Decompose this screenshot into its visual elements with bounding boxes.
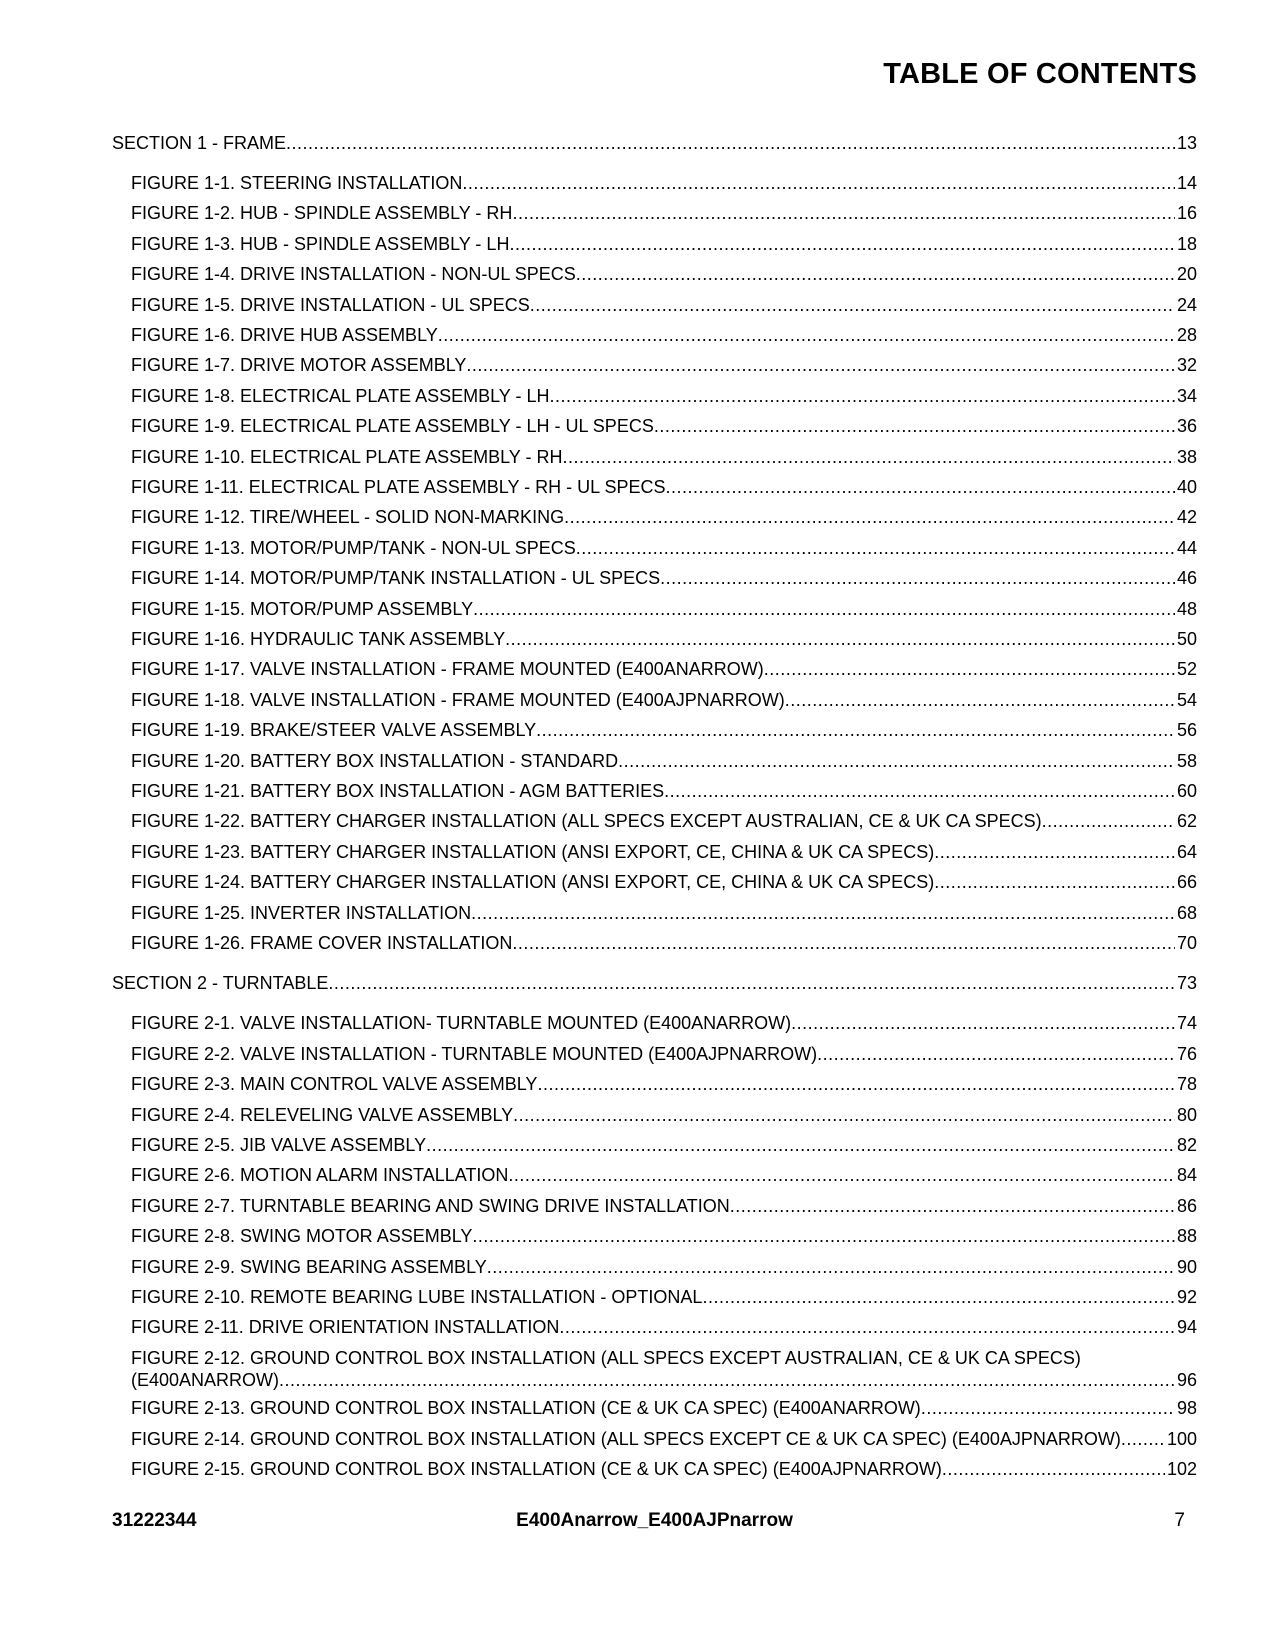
dot-leader (487, 1256, 1175, 1278)
dot-leader (660, 567, 1175, 589)
toc-figure-label: FIGURE 1-9. ELECTRICAL PLATE ASSEMBLY - LH - UL SPECS (131, 416, 654, 437)
toc-figure-page: 40 (1176, 477, 1197, 497)
toc-figure-label: FIGURE 2-11. DRIVE ORIENTATION INSTALLATION (131, 1317, 560, 1338)
toc-figure[interactable] (112, 385, 1197, 407)
toc-figure-label: FIGURE 1-21. BATTERY BOX INSTALLATION - AGM BATTERIES (131, 781, 665, 801)
toc-figure-page: 102 (1166, 1459, 1197, 1480)
toc-figure-label: FIGURE 1-25. INVERTER INSTALLATION (131, 902, 472, 923)
toc-figure-label: FIGURE 2-10. REMOTE BEARING LUBE INSTALLATION - OPTIONAL (131, 1287, 703, 1307)
dot-leader (549, 385, 1175, 407)
toc-figure-label: FIGURE 1-10. ELECTRICAL PLATE ASSEMBLY - RH (131, 446, 563, 467)
toc-figure-page: 54 (1176, 689, 1197, 710)
toc-figure-label-continued: (E400ANARROW) (131, 1369, 280, 1390)
toc-figure-label: FIGURE 2-1. VALVE INSTALLATION- TURNTABLE MOUNTED (E400ANARROW) (131, 1013, 792, 1034)
toc-figure-label: FIGURE 1-5. DRIVE INSTALLATION - UL SPECS (131, 294, 530, 315)
dot-leader (1121, 1428, 1165, 1450)
toc-figure-page: 78 (1176, 1074, 1197, 1095)
toc-section-label: SECTION 2 - TURNTABLE (112, 973, 329, 994)
dot-leader (785, 689, 1175, 711)
toc-figure-label: FIGURE 1-18. VALVE INSTALLATION - FRAME MOUNTED (E400AJPNARROW) (131, 689, 785, 710)
toc-figure-page: 70 (1176, 933, 1197, 953)
model-name: E400Anarrow_E400AJPnarrow (516, 1510, 793, 1531)
dot-leader (942, 1458, 1165, 1480)
dot-leader (466, 354, 1175, 376)
toc-figure-page: 98 (1176, 1398, 1197, 1419)
toc-figure[interactable] (112, 172, 1197, 194)
dot-leader (509, 233, 1175, 255)
toc-figure-label: FIGURE 1-4. DRIVE INSTALLATION - NON-UL SPECS (131, 264, 576, 285)
dot-leader (328, 972, 1175, 994)
toc-figure[interactable] (112, 719, 1197, 741)
dot-leader (576, 537, 1175, 559)
toc-figure-label: FIGURE 2-9. SWING BEARING ASSEMBLY (131, 1256, 487, 1277)
dot-leader (1042, 810, 1175, 832)
dot-leader (730, 1195, 1175, 1217)
toc-figure-label: FIGURE 1-13. MOTOR/PUMP/TANK - NON-UL SPECS (131, 537, 576, 558)
page-title: TABLE OF CONTENTS (883, 58, 1197, 90)
toc-figure-page: 38 (1176, 446, 1197, 467)
toc-figure[interactable] (112, 567, 1197, 589)
toc-figure[interactable] (112, 537, 1197, 559)
toc-figure[interactable] (112, 233, 1197, 255)
toc-figure-page: 44 (1176, 537, 1197, 558)
toc-section[interactable] (112, 972, 1197, 994)
toc-figure[interactable] (112, 780, 1197, 802)
toc-figure-page: 80 (1176, 1104, 1197, 1125)
toc-section-label: SECTION 1 - FRAME (112, 133, 287, 153)
toc-figure-label: FIGURE 1-17. VALVE INSTALLATION - FRAME MOUNTED (E400ANARROW) (131, 659, 764, 680)
toc-figure[interactable] (112, 324, 1197, 346)
toc-figure-page: 14 (1176, 173, 1197, 193)
toc-figure[interactable] (112, 1458, 1197, 1480)
toc-figure-page: 84 (1176, 1165, 1197, 1186)
toc-figure-page: 88 (1176, 1226, 1197, 1247)
toc-figure-page: 86 (1176, 1195, 1197, 1216)
toc-figure[interactable] (112, 1134, 1197, 1156)
dot-leader (438, 324, 1175, 346)
dot-leader (921, 1397, 1175, 1419)
toc-figure-label: FIGURE 1-16. HYDRAULIC TANK ASSEMBLY (131, 629, 506, 649)
dot-leader (513, 1104, 1175, 1126)
toc-figure-label: FIGURE 1-8. ELECTRICAL PLATE ASSEMBLY - LH (131, 385, 550, 406)
toc-figure-page: 36 (1176, 416, 1197, 437)
toc-figure-label: FIGURE 1-23. BATTERY CHARGER INSTALLATION (ANSI EXPORT, CE, CHINA & UK CA SPECS) (131, 841, 935, 862)
toc-figure[interactable] (112, 1316, 1197, 1338)
toc-figure-page: 90 (1176, 1256, 1197, 1277)
dot-leader (512, 932, 1175, 954)
toc-figure-label: FIGURE 1-2. HUB - SPINDLE ASSEMBLY - RH (131, 203, 513, 224)
toc-figure-page: 60 (1176, 781, 1197, 801)
dot-leader (654, 415, 1175, 437)
toc-figure-page: 18 (1176, 233, 1197, 254)
dot-leader (564, 506, 1175, 528)
dot-leader (666, 476, 1175, 498)
toc-figure-page: 64 (1176, 841, 1197, 862)
toc-figure[interactable] (112, 1225, 1197, 1247)
toc-figure-label: FIGURE 2-7. TURNTABLE BEARING AND SWING DRIVE INSTALLATION (131, 1195, 730, 1216)
toc-figure-label: FIGURE 1-20. BATTERY BOX INSTALLATION - STANDARD (131, 750, 619, 771)
dot-leader (279, 1369, 1175, 1391)
dot-leader (537, 1073, 1175, 1095)
toc-section-page: 73 (1176, 973, 1197, 994)
toc-figure-page: 76 (1176, 1043, 1197, 1064)
toc-figure-page: 96 (1176, 1369, 1197, 1390)
toc-figure-label: FIGURE 2-8. SWING MOTOR ASSEMBLY (131, 1226, 473, 1247)
toc-figure[interactable] (112, 476, 1197, 498)
toc-figure-page: 16 (1176, 203, 1197, 224)
toc-figure-page: 50 (1176, 629, 1197, 649)
toc-figure[interactable] (112, 1012, 1197, 1034)
toc-figure[interactable] (112, 598, 1197, 620)
toc-section-page: 13 (1176, 133, 1197, 153)
toc-figure[interactable] (112, 354, 1197, 376)
dot-leader (559, 1316, 1175, 1338)
toc-figure-label: FIGURE 1-3. HUB - SPINDLE ASSEMBLY - LH (131, 233, 510, 254)
toc-figure[interactable] (112, 841, 1197, 863)
toc-figure[interactable] (112, 1164, 1197, 1186)
toc-figure[interactable] (112, 1347, 1197, 1391)
toc-figure-label: FIGURE 1-22. BATTERY CHARGER INSTALLATION (ALL SPECS EXCEPT AUSTRALIAN, CE & UK CA SPECS) (131, 811, 1042, 832)
document-number: 31222344 (112, 1510, 197, 1531)
toc-figure[interactable] (112, 1104, 1197, 1126)
toc-figure-label: FIGURE 1-24. BATTERY CHARGER INSTALLATION (ANSI EXPORT, CE, CHINA & UK CA SPECS) (131, 872, 935, 893)
toc-figure-page: 62 (1176, 811, 1197, 832)
toc-figure[interactable] (112, 1286, 1197, 1308)
toc-figure[interactable] (112, 689, 1197, 711)
toc-figure-label: FIGURE 1-11. ELECTRICAL PLATE ASSEMBLY - RH - UL SPECS (131, 477, 666, 497)
dot-leader (791, 1012, 1175, 1034)
dot-leader (472, 1225, 1175, 1247)
dot-leader (817, 1043, 1175, 1065)
dot-leader (530, 294, 1175, 316)
toc-figure[interactable] (112, 1256, 1197, 1278)
toc-figure-label: FIGURE 2-13. GROUND CONTROL BOX INSTALLATION (CE & UK CA SPEC) (E400ANARROW) (131, 1398, 921, 1419)
dot-leader (473, 598, 1175, 620)
toc-figure[interactable] (112, 1195, 1197, 1217)
toc-figure-label: FIGURE 2-4. RELEVELING VALVE ASSEMBLY (131, 1104, 514, 1125)
toc-figure[interactable] (112, 902, 1197, 924)
dot-leader (934, 841, 1175, 863)
toc-figure-label: FIGURE 1-6. DRIVE HUB ASSEMBLY (131, 325, 438, 345)
toc-figure-page: 34 (1176, 385, 1197, 406)
toc-figure[interactable] (112, 1043, 1197, 1065)
toc-figure-page: 24 (1176, 294, 1197, 315)
toc-figure[interactable] (112, 1397, 1197, 1419)
toc-figure-label: FIGURE 1-19. BRAKE/STEER VALVE ASSEMBLY (131, 720, 537, 741)
toc-figure-page: 28 (1176, 325, 1197, 345)
toc-figure-page: 68 (1176, 902, 1197, 923)
toc-figure-label: FIGURE 2-12. GROUND CONTROL BOX INSTALLATION (ALL SPECS EXCEPT AUSTRALIAN, CE & UK CA SPECS) (131, 1347, 1081, 1368)
toc-figure[interactable] (112, 750, 1197, 772)
toc-figure[interactable] (112, 658, 1197, 680)
toc-figure-label: FIGURE 1-14. MOTOR/PUMP/TANK INSTALLATION - UL SPECS (131, 568, 661, 589)
toc-figure-label: FIGURE 1-15. MOTOR/PUMP ASSEMBLY (131, 598, 474, 619)
toc-figure-label: FIGURE 1-7. DRIVE MOTOR ASSEMBLY (131, 355, 467, 376)
dot-leader (462, 172, 1175, 194)
page-footer (112, 1510, 1197, 1534)
toc-figure-page: 46 (1176, 568, 1197, 589)
toc-figure[interactable] (112, 415, 1197, 437)
toc-figure[interactable] (112, 932, 1197, 954)
toc-figure-page: 48 (1176, 598, 1197, 619)
toc-figure[interactable] (112, 1428, 1197, 1450)
toc-figure[interactable] (112, 202, 1197, 224)
dot-leader (536, 719, 1175, 741)
dot-leader (512, 202, 1175, 224)
toc-figure-label: FIGURE 1-26. FRAME COVER INSTALLATION (131, 933, 513, 953)
toc-figure-label: FIGURE 1-12. TIRE/WHEEL - SOLID NON-MARKING (131, 507, 565, 528)
toc-figure-label: FIGURE 2-3. MAIN CONTROL VALVE ASSEMBLY (131, 1074, 538, 1095)
toc-figure-label: FIGURE 2-15. GROUND CONTROL BOX INSTALLATION (CE & UK CA SPEC) (E400AJPNARROW) (131, 1459, 942, 1480)
dot-leader (286, 132, 1175, 154)
dot-leader (562, 446, 1175, 468)
dot-leader (664, 780, 1175, 802)
toc-figure-page: 100 (1166, 1428, 1197, 1449)
toc-figure-page: 58 (1176, 750, 1197, 771)
dot-leader (702, 1286, 1175, 1308)
toc-figure-page: 52 (1176, 659, 1197, 680)
toc-figure-label: FIGURE 2-6. MOTION ALARM INSTALLATION (131, 1165, 509, 1186)
toc-figure[interactable] (112, 871, 1197, 893)
dot-leader (618, 750, 1175, 772)
toc-figure-page: 94 (1176, 1317, 1197, 1338)
toc-figure[interactable] (112, 628, 1197, 650)
dot-leader (471, 902, 1175, 924)
toc-figure-page: 66 (1176, 872, 1197, 893)
toc-figure-page: 74 (1176, 1013, 1197, 1034)
page-number: 7 (1174, 1510, 1185, 1531)
toc-figure-page: 56 (1176, 720, 1197, 741)
dot-leader (426, 1134, 1175, 1156)
toc-figure-page: 42 (1176, 507, 1197, 528)
toc-figure[interactable] (112, 1073, 1197, 1095)
toc-figure-page: 20 (1176, 264, 1197, 285)
dot-leader (764, 658, 1175, 680)
toc-figure-label: FIGURE 2-14. GROUND CONTROL BOX INSTALLATION (ALL SPECS EXCEPT CE & UK CA SPEC) (E400AJPNARROW) (131, 1428, 1121, 1449)
dot-leader (576, 263, 1175, 285)
toc-figure-label: FIGURE 2-2. VALVE INSTALLATION - TURNTABLE MOUNTED (E400AJPNARROW) (131, 1043, 818, 1064)
toc-figure[interactable] (112, 506, 1197, 528)
toc-figure[interactable] (112, 810, 1197, 832)
toc-figure[interactable] (112, 294, 1197, 316)
dot-leader (508, 1164, 1175, 1186)
dot-leader (934, 871, 1175, 893)
toc-figure[interactable] (112, 263, 1197, 285)
toc-figure-label: FIGURE 2-5. JIB VALVE ASSEMBLY (131, 1135, 427, 1155)
toc-figure-page: 82 (1176, 1135, 1197, 1155)
toc-figure-page: 92 (1176, 1287, 1197, 1307)
toc-figure[interactable] (112, 446, 1197, 468)
toc-figure-page: 32 (1176, 355, 1197, 376)
toc-section[interactable] (112, 132, 1197, 154)
toc-figure-label: FIGURE 1-1. STEERING INSTALLATION (131, 173, 463, 193)
dot-leader (505, 628, 1175, 650)
